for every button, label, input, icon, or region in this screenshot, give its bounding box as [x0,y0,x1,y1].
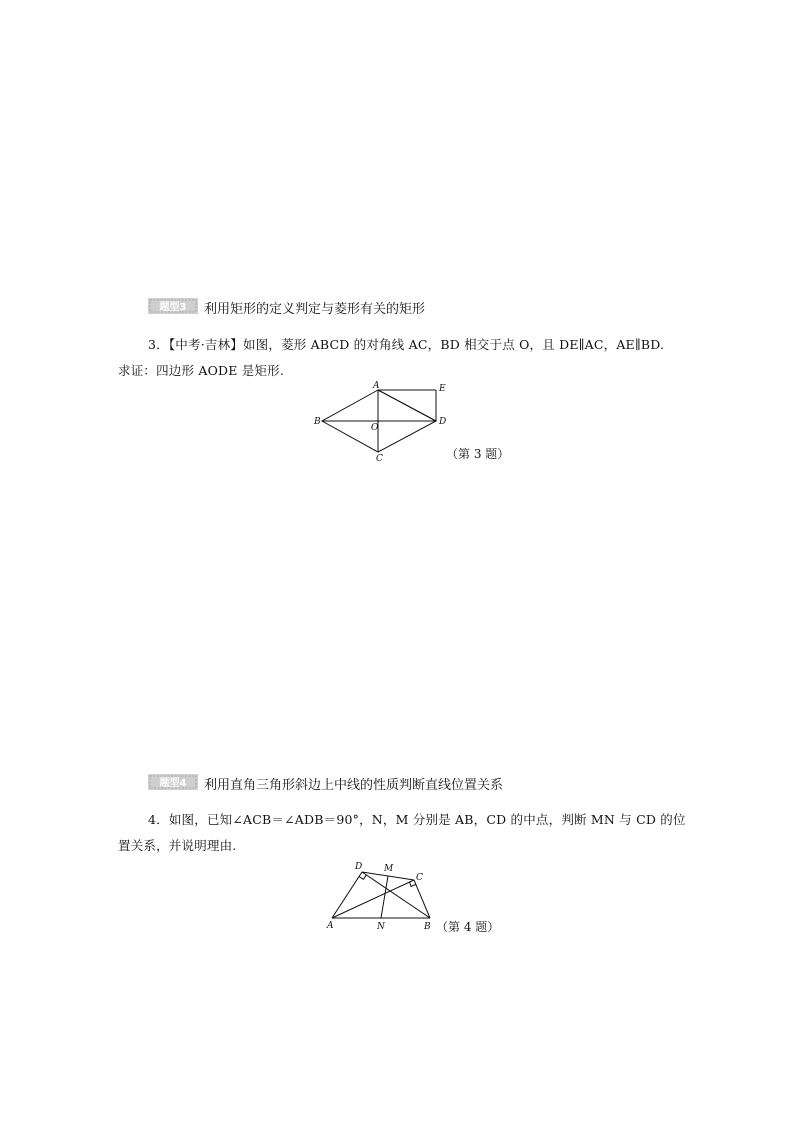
segment-AD [378,390,436,421]
label-A: A [327,921,334,931]
question-number: 4． [148,812,169,827]
figure-3-caption: （第 3 题） [446,447,510,461]
label-C: C [376,454,383,462]
label-B: B [314,417,321,427]
label-D: D [355,862,363,872]
label-C: C [416,873,423,883]
section-title-4: 利用直角三角形斜边上中线的性质判断直线位置关系 [204,778,504,793]
question-3-line1 [148,335,664,353]
figure-4-trapezoid [322,858,442,936]
label-O: O [371,423,379,433]
question-text: 【中考·吉林】如图，菱形 ABCD 的对角线 AC，BD 相交于点 O，且 DE∥AC，AE∥BD. [168,337,665,352]
figure-4-caption: （第 4 题） [436,920,500,934]
label-B: B [424,922,431,932]
topic-badge-3 [148,297,200,315]
question-number: 3． [148,337,169,352]
label-A: A [373,381,380,391]
section-title-3: 利用矩形的定义判定与菱形有关的矩形 [204,302,426,317]
label-E: E [439,384,446,394]
question-4-line2: 置关系，并说明理由. [118,838,237,853]
label-D: D [439,417,447,427]
question-4-line1 [148,810,686,828]
badge-text: 题型4 [159,778,187,789]
label-M: M [384,864,394,874]
badge-text: 题型3 [159,302,187,313]
topic-badge-4 [148,773,200,791]
segment-MN [381,876,388,918]
label-N: N [377,922,385,932]
question-3-line2: 求证：四边形 AODE 是矩形. [118,363,285,378]
figure-3-rhombus [310,378,460,462]
question-text: 如图，已知∠ACB＝∠ADB＝90°，N，M 分别是 AB，CD 的中点，判断 MN 与 CD 的位 [168,812,686,827]
